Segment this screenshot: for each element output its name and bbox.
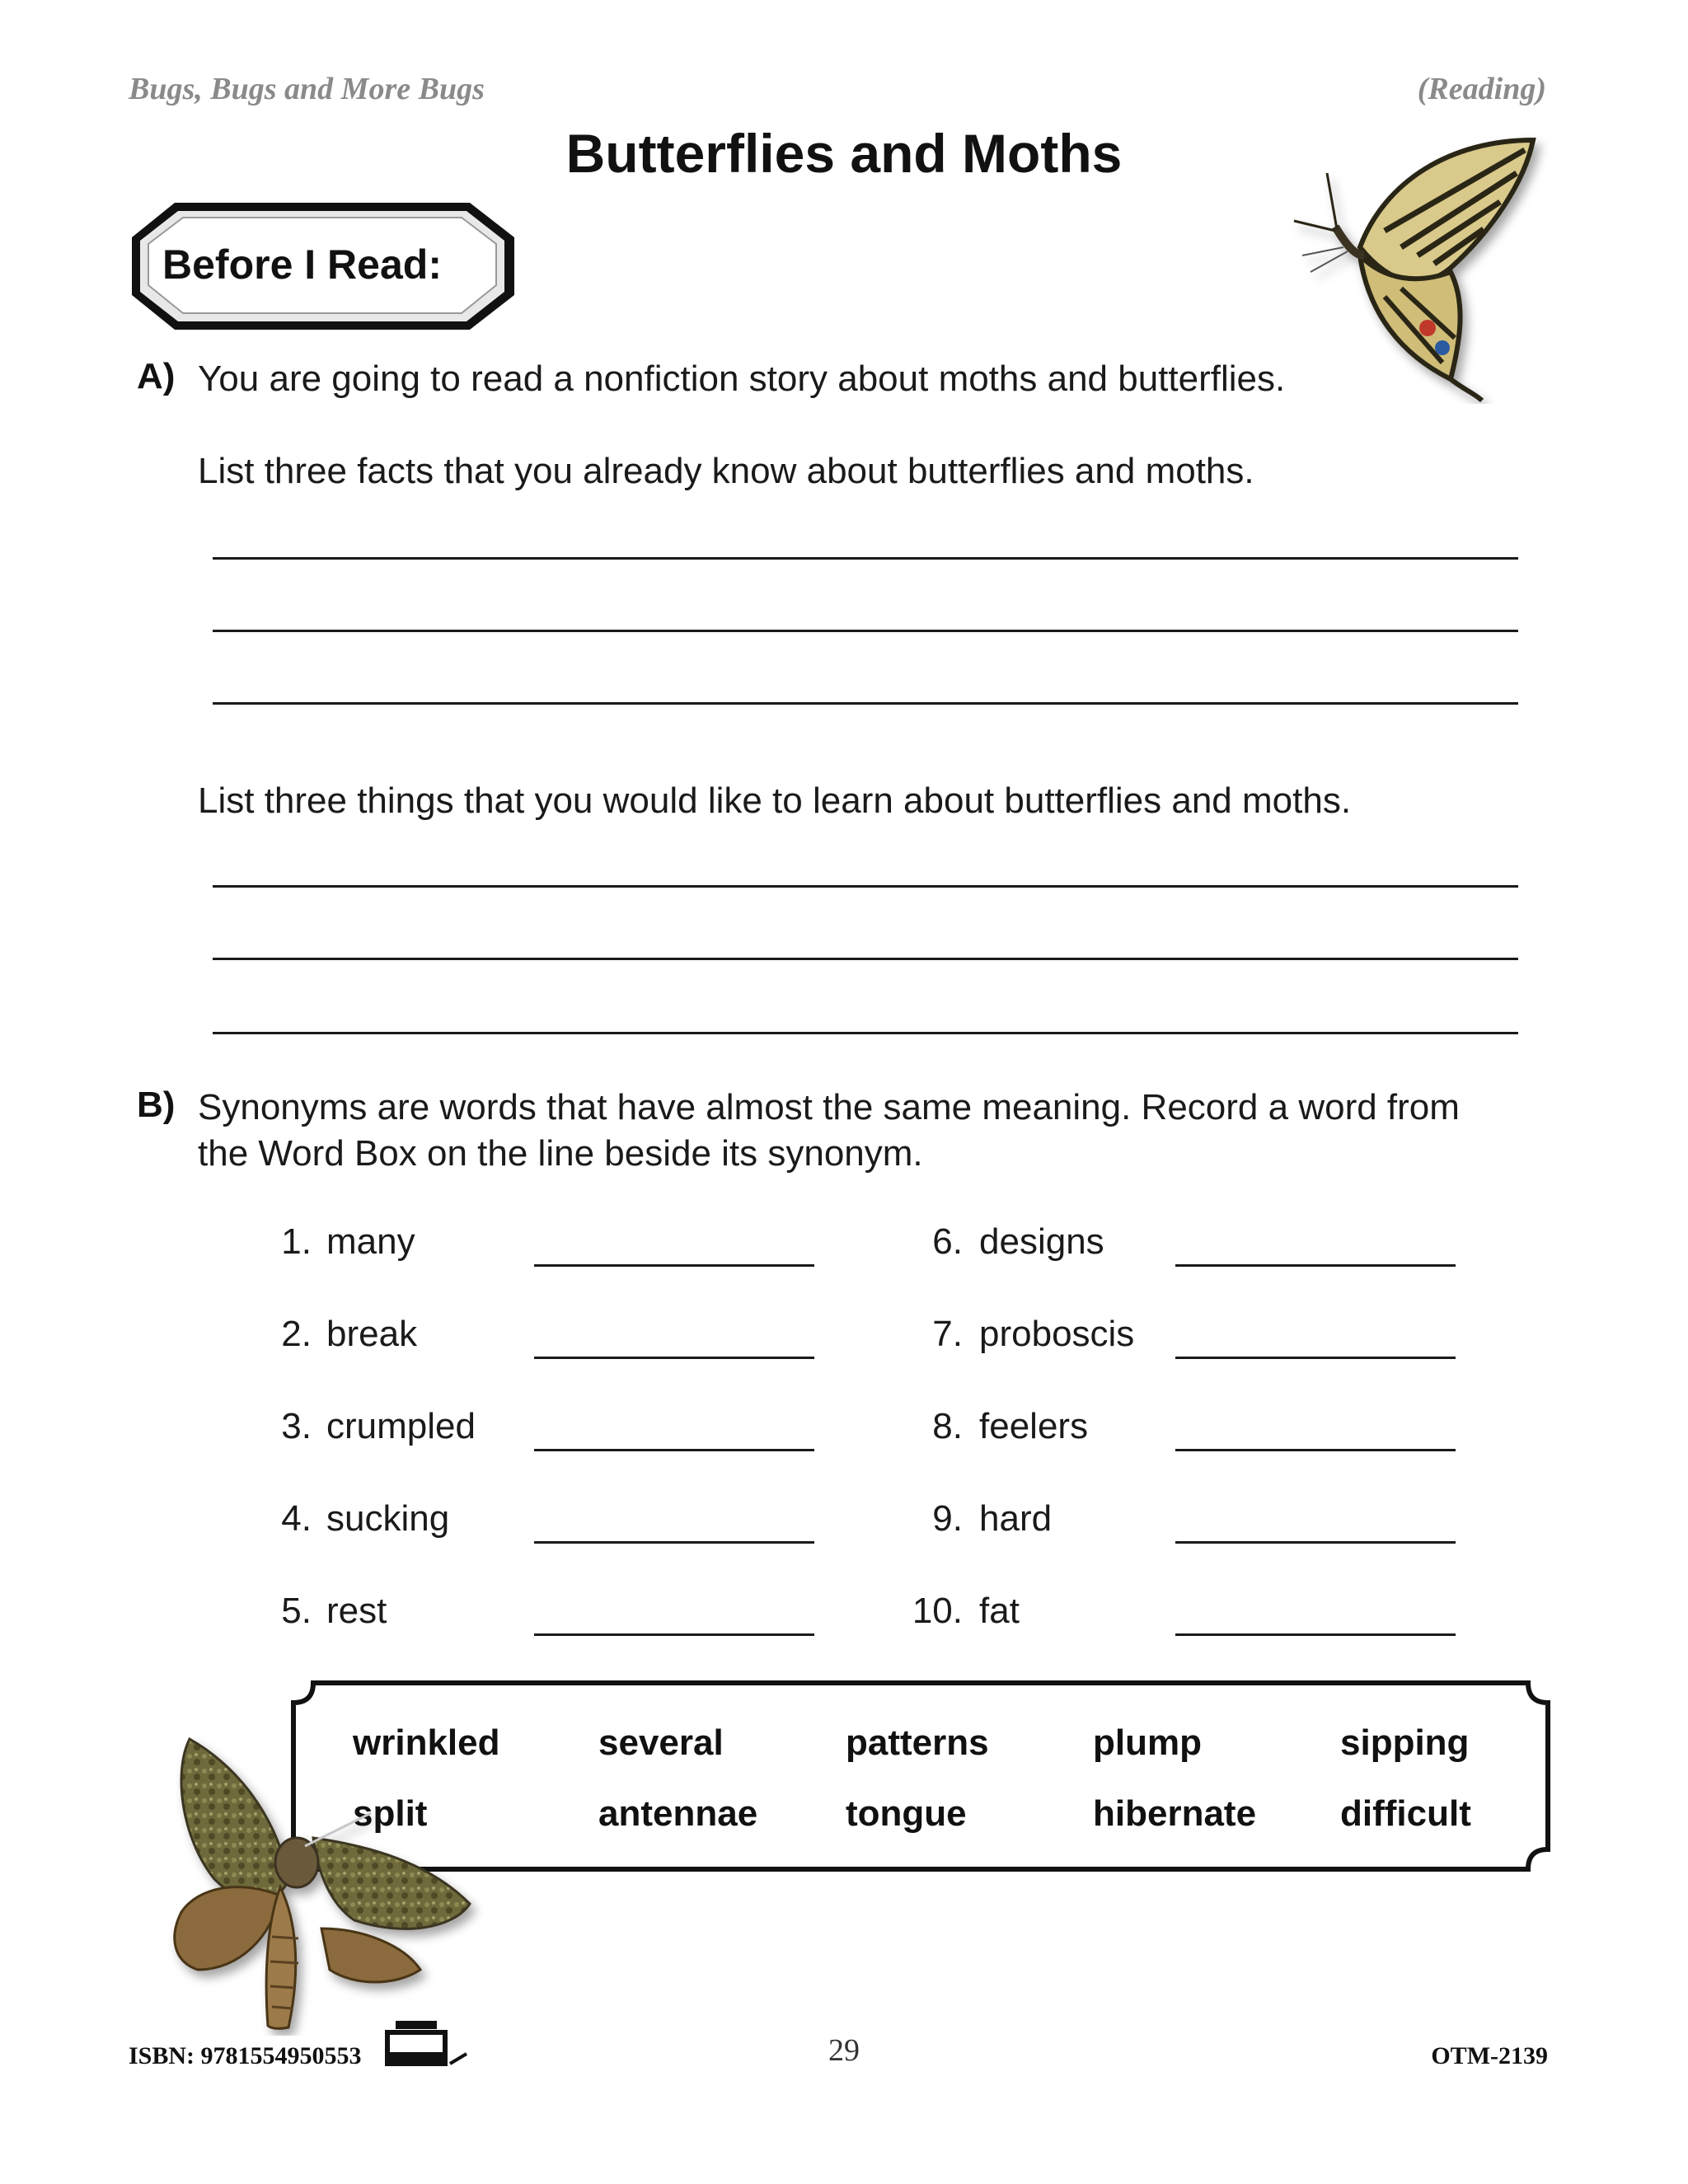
synonym-number: 6. [932,1221,963,1262]
synonym-word: break [326,1314,418,1354]
word-box-word: tongue [846,1793,967,1834]
synonym-answer-line-8[interactable] [1175,1449,1456,1451]
answer-line-learn-1[interactable] [213,885,1518,888]
word-box-word: antennae [598,1793,758,1834]
word-box-word: patterns [846,1722,989,1763]
badge-label: Before I Read: [162,241,442,288]
before-i-read-badge [125,196,521,336]
synonym-answer-line-4[interactable] [534,1541,814,1544]
footer-isbn: ISBN: 9781554950553 [129,2042,362,2069]
page-number: 29 [828,2033,860,2068]
synonym-answer-line-1[interactable] [534,1264,814,1267]
synonym-number: 5. [281,1591,312,1631]
butterfly-image [1286,132,1550,404]
synonym-answer-line-9[interactable] [1175,1541,1456,1544]
synonym-answer-line-7[interactable] [1175,1357,1456,1359]
page-title: Butterflies and Moths [565,123,1123,184]
section-b-instructions-2: the Word Box on the line beside its synonym. [198,1133,923,1174]
word-box-word: split [353,1793,428,1834]
learn-prompt: List three things that you would like to learn about butterflies and moths. [198,780,1352,821]
synonym-word: rest [326,1591,387,1631]
section-b-marker: B) [137,1085,176,1125]
synonym-number: 3. [281,1406,312,1446]
synonym-number: 7. [932,1314,963,1354]
synonym-answer-line-10[interactable] [1175,1633,1456,1636]
answer-line-fact-1[interactable] [213,557,1518,560]
answer-line-fact-2[interactable] [213,630,1518,632]
word-box-word: hibernate [1093,1793,1257,1834]
word-box-word: wrinkled [353,1722,500,1763]
answer-line-learn-2[interactable] [213,958,1518,960]
synonym-number: 4. [281,1498,312,1539]
word-box-word: plump [1093,1722,1202,1763]
footer-code: OTM-2139 [1431,2042,1548,2069]
synonym-number: 1. [281,1221,312,1262]
answer-line-learn-3[interactable] [213,1032,1518,1034]
word-box-word: several [598,1722,724,1763]
synonym-word: sucking [326,1498,450,1539]
synonym-answer-line-6[interactable] [1175,1264,1456,1267]
synonym-word: feelers [979,1406,1089,1446]
synonym-answer-line-2[interactable] [534,1357,814,1359]
synonym-answer-line-3[interactable] [534,1449,814,1451]
synonym-answer-line-5[interactable] [534,1633,814,1636]
header-section: (Reading) [1417,72,1546,106]
answer-line-fact-3[interactable] [213,702,1518,705]
synonym-number: 2. [281,1314,312,1354]
facts-prompt: List three facts that you already know about butterflies and moths. [198,451,1254,491]
moth-image [157,1722,536,2036]
word-box-word: difficult [1340,1793,1471,1834]
synonym-number: 8. [932,1406,963,1446]
synonym-word: many [326,1221,415,1262]
synonym-number: 9. [932,1498,963,1539]
section-a-intro: You are going to read a nonfiction story about moths and butterflies. [198,359,1286,399]
section-a-marker: A) [137,356,176,396]
synonym-word: proboscis [979,1314,1135,1354]
header-book-title: Bugs, Bugs and More Bugs [129,72,485,106]
word-box-word: sipping [1340,1722,1470,1763]
synonym-word: hard [979,1498,1053,1539]
synonym-word: fat [979,1591,1020,1631]
synonym-word: designs [979,1221,1104,1262]
synonym-number: 10. [912,1591,963,1631]
synonym-word: crumpled [326,1406,476,1446]
section-b-instructions-1: Synonyms are words that have almost the same meaning. Record a word from [198,1087,1460,1127]
